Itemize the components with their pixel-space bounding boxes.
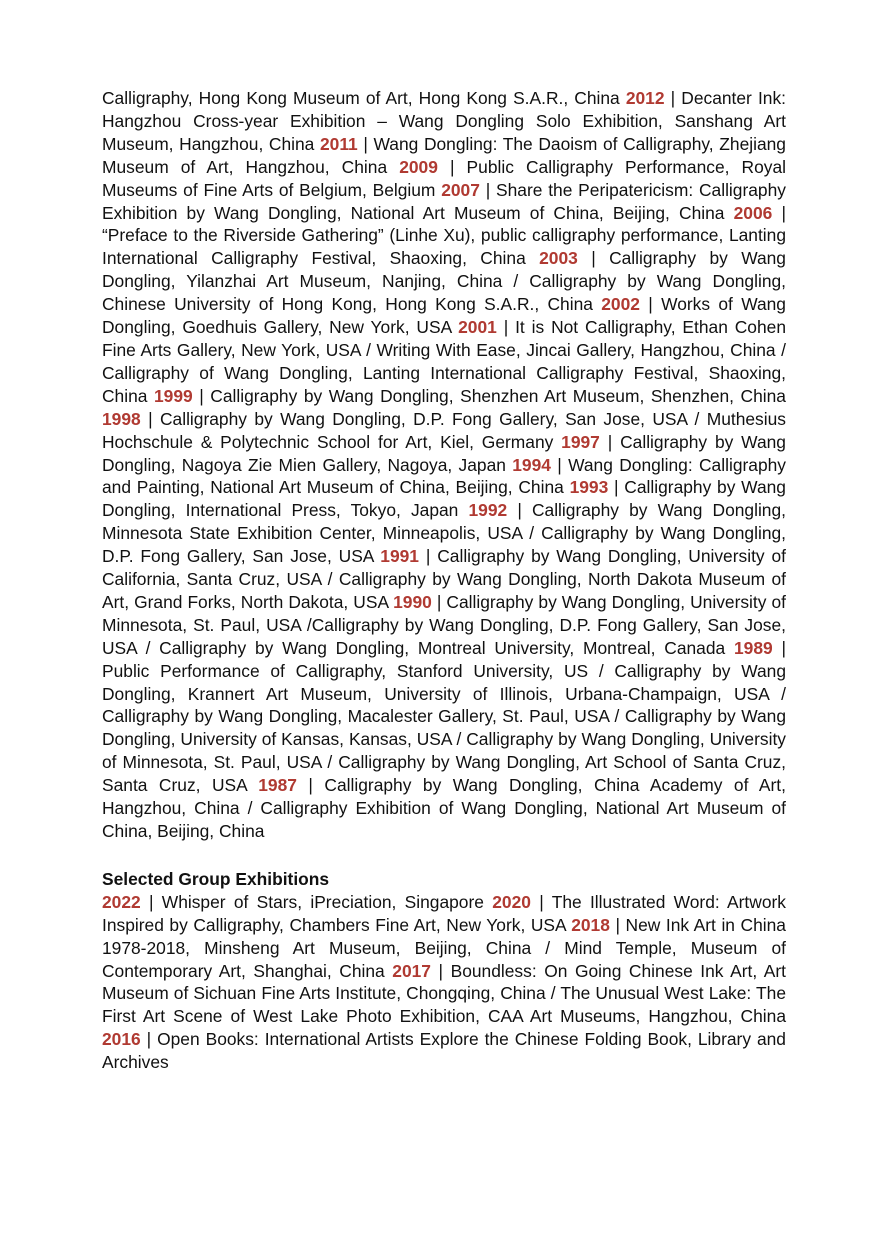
year-label: 2006 (733, 202, 773, 223)
year-label: 2016 (102, 1029, 141, 1050)
exhibition-entry-text: | Calligraphy by Wang Dongling, Nagoya Zie Mien Gallery, Nagoya, Japan (102, 431, 786, 475)
year-label: 1990 (393, 591, 432, 612)
exhibition-entry-text: | Whisper of Stars, iPreciation, Singapore (148, 891, 484, 912)
year-label: 1998 (102, 408, 141, 429)
year-label: 1999 (154, 385, 193, 406)
year-label: 1993 (569, 477, 609, 498)
exhibition-entry-text: | Boundless: On Going Chinese Ink Art, Art Museum of Sichuan Fine Arts Institute, Chongqing, China / The Unusual West Lake: The First Art Scene of West Lake Photo Exhibition, CAA Art Museums, Hangzhou, China (102, 960, 786, 1027)
exhibition-entry-text: | Public Performance of Calligraphy, Stanford University, US / Calligraphy by Wang Dongling, Krannert Art Museum, University of Illinois, Urbana-Champaign, USA / Calligraphy by Wang Dongling, Macalester Gallery, St. Paul, USA / Calligraphy by Wang Dongling, University of Kansas, Kansas, USA / Calligraphy by Wang Dongling, University of Minnesota, St. Paul, USA / Calligraphy by Wang Dongling, Art School of Santa Cruz, Santa Cruz, USA (102, 637, 786, 796)
exhibition-entry-text: | Open Books: International Artists Explore the Chinese Folding Book, Library and Archives (102, 1029, 786, 1073)
year-label: 1991 (380, 546, 419, 567)
exhibition-entry-text: | Calligraphy by Wang Dongling, University of California, Santa Cruz, USA / Calligraphy by Wang Dongling, North Dakota Museum of Art, Grand Forks, North Dakota, USA (102, 546, 786, 612)
year-label: 2009 (399, 156, 438, 177)
group-exhibitions-paragraph (102, 891, 786, 1074)
year-label: 2020 (492, 891, 531, 912)
year-label: 2012 (625, 88, 665, 108)
exhibition-entry-text: | “Preface to the Riverside Gathering” (Linhe Xu), public calligraphy performance, Lanting International Calligraphy Festival, Shaoxing, China (102, 202, 786, 269)
exhibition-entry-text: | Calligraphy by Wang Dongling, Yilanzhai Art Museum, Nanjing, China / Calligraphy by Wang Dongling, Chinese University of Hong Kong, Hong Kong S.A.R., China (102, 248, 786, 315)
year-label: 1997 (561, 431, 600, 452)
exhibition-entry-text: | Calligraphy by Wang Dongling, University of Minnesota, St. Paul, USA /Calligraphy by Wang Dongling, D.P. Fong Gallery, San Jose, USA / Calligraphy by Wang Dongling, Montreal University, Montreal, Canada (102, 591, 786, 658)
year-label: 2022 (102, 891, 141, 912)
year-label: 2011 (320, 133, 358, 154)
exhibition-entry-text: | Calligraphy by Wang Dongling, China Academy of Art, Hangzhou, China / Calligraphy Exhibition of Wang Dongling, National Art Museum of China, Beijing, China (102, 775, 786, 841)
exhibition-entry-text: | Calligraphy by Wang Dongling, Minnesota State Exhibition Center, Minneapolis, USA / Calligraphy by Wang Dongling, D.P. Fong Gallery, San Jose, USA (102, 500, 786, 567)
exhibition-entry-text: | Wang Dongling: Calligraphy and Painting, National Art Museum of China, Beijing, China (102, 454, 786, 498)
exhibition-entry-text: | Calligraphy by Wang Dongling, International Press, Tokyo, Japan (102, 477, 786, 521)
exhibition-entry-text: | Wang Dongling: The Daoism of Calligraphy, Zhejiang Museum of Art, Hangzhou, China (102, 133, 786, 177)
exhibition-entry-text: | Calligraphy by Wang Dongling, D.P. Fong Gallery, San Jose, USA / Muthesius Hochschule & Polytechnic School for Art, Kiel, Germany (102, 408, 786, 452)
year-label: 1994 (512, 454, 551, 475)
year-label: 2017 (392, 960, 431, 981)
year-label: 2018 (571, 914, 610, 935)
year-label: 2002 (601, 294, 640, 315)
exhibition-entry-text: | It is Not Calligraphy, Ethan Cohen Fine Arts Gallery, New York, USA / Writing With Ease, Jincai Gallery, Hangzhou, China / Calligraphy of Wang Dongling, Lanting International Calligraphy Festival, Shaoxing, China (102, 317, 786, 406)
year-label: 1989 (733, 637, 773, 658)
exhibition-entry-text: | Decanter Ink: Hangzhou Cross-year Exhibition – Wang Dongling Solo Exhibition, Sanshang Art Museum, Hangzhou, China (102, 88, 786, 154)
exhibition-entry-text: | Share the Peripatericism: Calligraphy Exhibition by Wang Dongling, National Art Museum of China, Beijing, China (102, 179, 786, 223)
year-label: 1992 (468, 500, 508, 521)
solo-lead-text: Calligraphy, Hong Kong Museum of Art, Hong Kong S.A.R., China (102, 88, 620, 108)
exhibition-entry-text: | The Illustrated Word: Artwork Inspired by Calligraphy, Chambers Fine Art, New York, USA (102, 891, 786, 935)
solo-exhibitions-paragraph (102, 87, 786, 843)
exhibition-entry-text: | New Ink Art in China 1978-2018, Minsheng Art Museum, Beijing, China / Mind Temple, Museum of Contemporary Art, Shanghai, China (102, 914, 786, 981)
exhibition-entry-text: | Works of Wang Dongling, Goedhuis Gallery, New York, USA (102, 294, 786, 338)
year-label: 1987 (258, 775, 297, 796)
year-label: 2007 (441, 179, 480, 200)
year-label: 2001 (458, 317, 497, 338)
year-label: 2003 (539, 248, 578, 269)
exhibition-entry-text: | Calligraphy by Wang Dongling, Shenzhen Art Museum, Shenzhen, China (199, 385, 786, 406)
exhibition-entry-text: | Public Calligraphy Performance, Royal Museums of Fine Arts of Belgium, Belgium (102, 156, 786, 200)
group-exhibitions-heading: Selected Group Exhibitions (102, 868, 330, 889)
